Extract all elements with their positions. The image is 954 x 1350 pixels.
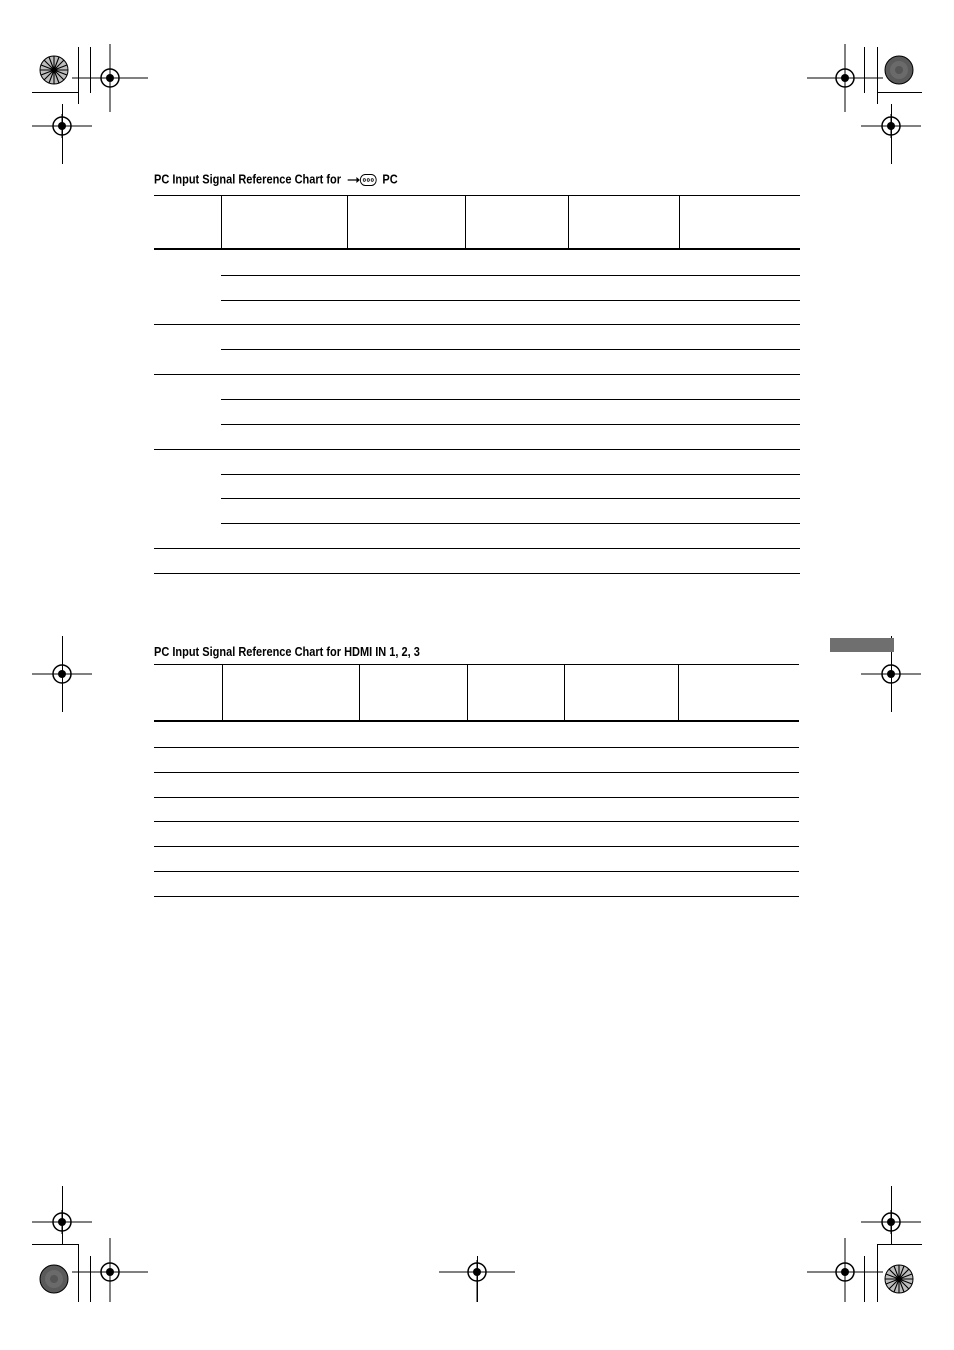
table-column-rule xyxy=(568,195,569,249)
table-column-rule xyxy=(467,664,468,721)
table-row-rule xyxy=(221,275,800,276)
registration-tint-disc-icon xyxy=(899,70,900,71)
table-column-rule xyxy=(359,664,360,721)
table-row-rule xyxy=(221,424,800,425)
table-bottom-rule xyxy=(154,896,799,897)
table-column-rule xyxy=(679,195,680,249)
crop-mark xyxy=(877,92,922,93)
table-column-rule xyxy=(222,664,223,721)
table-row-rule xyxy=(221,399,800,400)
table-row-rule xyxy=(154,772,799,773)
crop-mark xyxy=(877,47,878,104)
table-row-rule xyxy=(154,797,799,798)
registration-target-icon xyxy=(110,1272,111,1273)
table-row-rule xyxy=(154,747,799,748)
pc-input-arrow-icon xyxy=(348,173,378,187)
table-top-rule xyxy=(154,195,800,196)
registration-star-wheel-icon xyxy=(899,1279,900,1280)
table-bottom-rule xyxy=(154,573,800,574)
registration-target-icon xyxy=(891,126,892,127)
crop-mark xyxy=(78,47,79,104)
table-column-rule xyxy=(564,664,565,721)
table-top-rule xyxy=(154,664,799,665)
table-row-rule xyxy=(154,449,800,450)
table-header-rule xyxy=(154,248,800,250)
chart2-title: PC Input Signal Reference Chart for HDMI IN 1, 2, 3 xyxy=(154,645,420,659)
registration-target-icon xyxy=(891,674,892,675)
crop-mark xyxy=(90,1256,91,1302)
table-row-rule xyxy=(221,300,800,301)
chart1-title-prefix: PC Input Signal Reference Chart for xyxy=(154,172,342,187)
section-tab-marker xyxy=(830,638,894,652)
registration-target-icon xyxy=(62,674,63,675)
table-header-rule xyxy=(154,720,799,722)
crop-mark xyxy=(90,47,91,93)
crop-mark xyxy=(877,1244,922,1245)
registration-target-icon xyxy=(891,1222,892,1223)
crop-mark xyxy=(877,1244,878,1302)
crop-mark xyxy=(32,92,78,93)
registration-target-icon xyxy=(845,1272,846,1273)
registration-target-icon xyxy=(477,1272,478,1273)
table-row-rule xyxy=(154,846,799,847)
table-row-rule xyxy=(221,498,800,499)
table-row-rule xyxy=(221,523,800,524)
table-column-rule xyxy=(465,195,466,249)
registration-tint-disc-icon xyxy=(54,1279,55,1280)
registration-star-wheel-icon xyxy=(54,70,55,71)
table-row-rule xyxy=(154,871,799,872)
table-row-rule xyxy=(154,548,800,549)
crop-mark xyxy=(864,1256,865,1302)
crop-mark xyxy=(32,1244,78,1245)
table-row-rule xyxy=(154,374,800,375)
registration-target-icon xyxy=(845,78,846,79)
registration-target-icon xyxy=(62,126,63,127)
table-row-rule xyxy=(221,474,800,475)
registration-target-icon xyxy=(110,78,111,79)
table-column-rule xyxy=(678,664,679,721)
table-row-rule xyxy=(154,324,800,325)
table-column-rule xyxy=(347,195,348,249)
crop-mark xyxy=(864,47,865,93)
table-row-rule xyxy=(221,349,800,350)
table-column-rule xyxy=(221,195,222,249)
chart1-title-suffix: PC xyxy=(382,172,398,187)
chart1-title xyxy=(154,172,398,187)
registration-target-icon xyxy=(62,1222,63,1223)
table-row-rule xyxy=(154,821,799,822)
crop-mark xyxy=(78,1244,79,1302)
